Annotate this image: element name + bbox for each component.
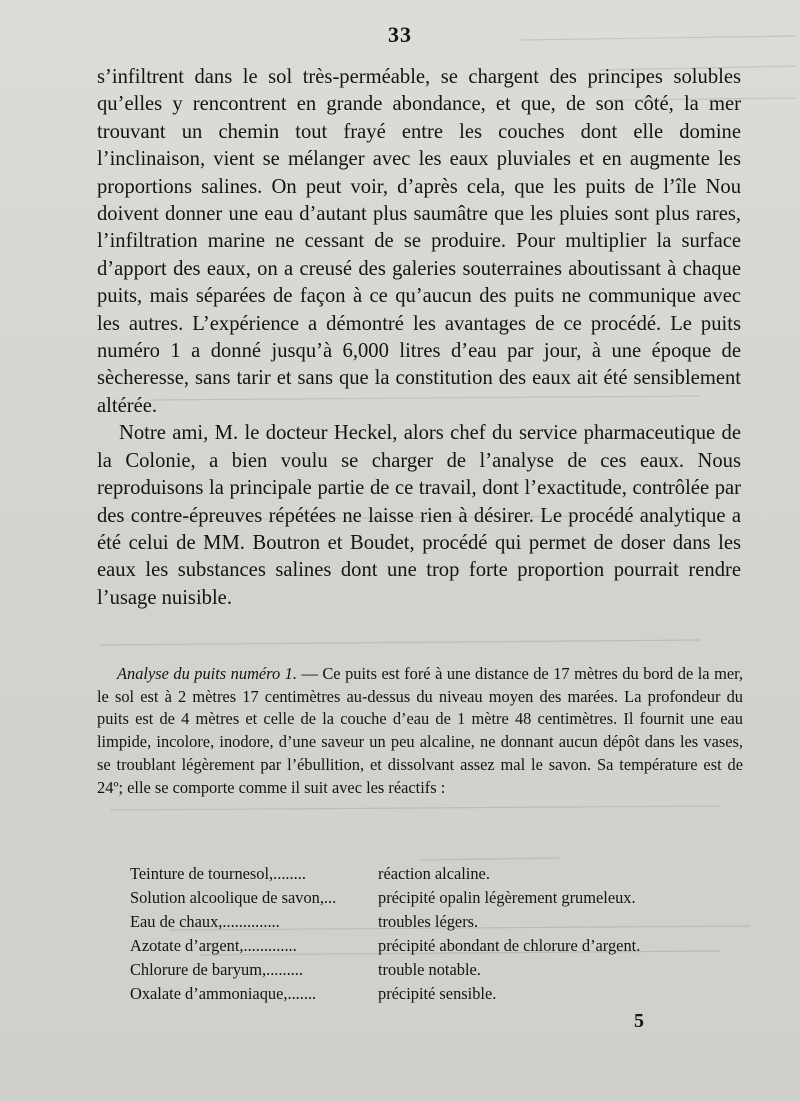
reagent-result: troubles légers. [378,912,479,931]
body-text [97,64,741,612]
reagent-name: Chlorure de baryum,......... [130,960,303,979]
paragraph-heckel-analysis: Notre ami, M. le docteur Heckel, alors chef du service pharmaceutique de la Colonie, a bien voulu se charger de l’analyse de ces eaux. Nous reproduisons la principale partie de ce travail, dont l’exactitude, contrôlée par des contre-épreuves répétées ne laisse rien à désirer. Le procédé analytique a été celui de MM. Boutron et Boudet, procédé qui permet de doser dans les eaux les substances salines dont une trop forte proportion pourrait rendre l’usage nuisible. [97,422,741,609]
table-row [130,862,730,886]
reagent-result: précipité sensible. [378,984,497,1003]
reagent-name: Teinture de tournesol,........ [130,864,306,883]
analysis-title: Analyse du puits numéro 1. [117,664,297,683]
analysis-text: — Ce puits est foré à une distance de 17 mètres du bord de la mer, le sol est à 2 mètres 17 centimètres au-dessus du niveau moyen des marées. La profondeur du puits est de 4 mètres et celle de la couche d’eau de 1 mètre 48 centimètres. Il fournit une eau limpide, incolore, inodore, d’une saveur un peu alcaline, ne donnant aucun dépôt dans les vases, se troublant légèrement par l’ébullition, et dissolvant assez mal le savon. Sa température est de 24º; elle se comporte comme il suit avec les réactifs : [97,664,743,797]
page-number: 33 [388,22,412,47]
reagent-result: précipité abondant de chlorure d’argent. [378,936,641,955]
reagent-name: Oxalate d’ammoniaque,....... [130,984,317,1003]
table-row [130,982,730,1006]
reagent-name: Azotate d’argent,............. [130,936,297,955]
reagent-result: réaction alcaline. [378,864,490,883]
table-row [130,958,730,982]
analysis-section [97,663,743,799]
reagent-name: Solution alcoolique de savon,... [130,888,337,907]
table-row [130,934,730,958]
reagent-result: précipité opalin légèrement grumeleux. [378,888,636,907]
reagent-result: trouble notable. [378,960,481,979]
signature-mark: 5 [634,1010,644,1032]
analysis-paragraph [97,663,743,799]
table-row [130,910,730,934]
table-row [130,886,730,910]
reagent-table [130,862,730,1006]
reagent-name: Eau de chaux,.............. [130,912,280,931]
paragraph-wells-infiltration: s’infiltrent dans le sol très-perméable, se chargent des principes solubles qu’elles y rencontrent en grande abondance, et que, de son côté, la mer trouvant un chemin tout frayé entre les couches dont elle domine l’inclinaison, vient se mélanger avec les eaux pluviales et en augmente les proportions salines. On peut voir, d’après cela, que les puits de l’île Nou doivent donner une eau d’autant plus saumâtre que les pluies sont plus rares, l’infiltration marine ne cessant de se produire. Pour multiplier la surface d’apport des eaux, on a creusé des galeries souterraines aboutissant à chaque puits, mais séparées de façon à ce qu’aucun des puits ne communique avec les autres. L’expérience a démontré les avantages de ce procédé. Le puits numéro 1 a donné jusqu’à 6,000 litres d’eau par jour, à une époque de sècheresse, sans tarir et sans que la constitution des eaux ait été sensiblement altérée. [97,66,741,417]
